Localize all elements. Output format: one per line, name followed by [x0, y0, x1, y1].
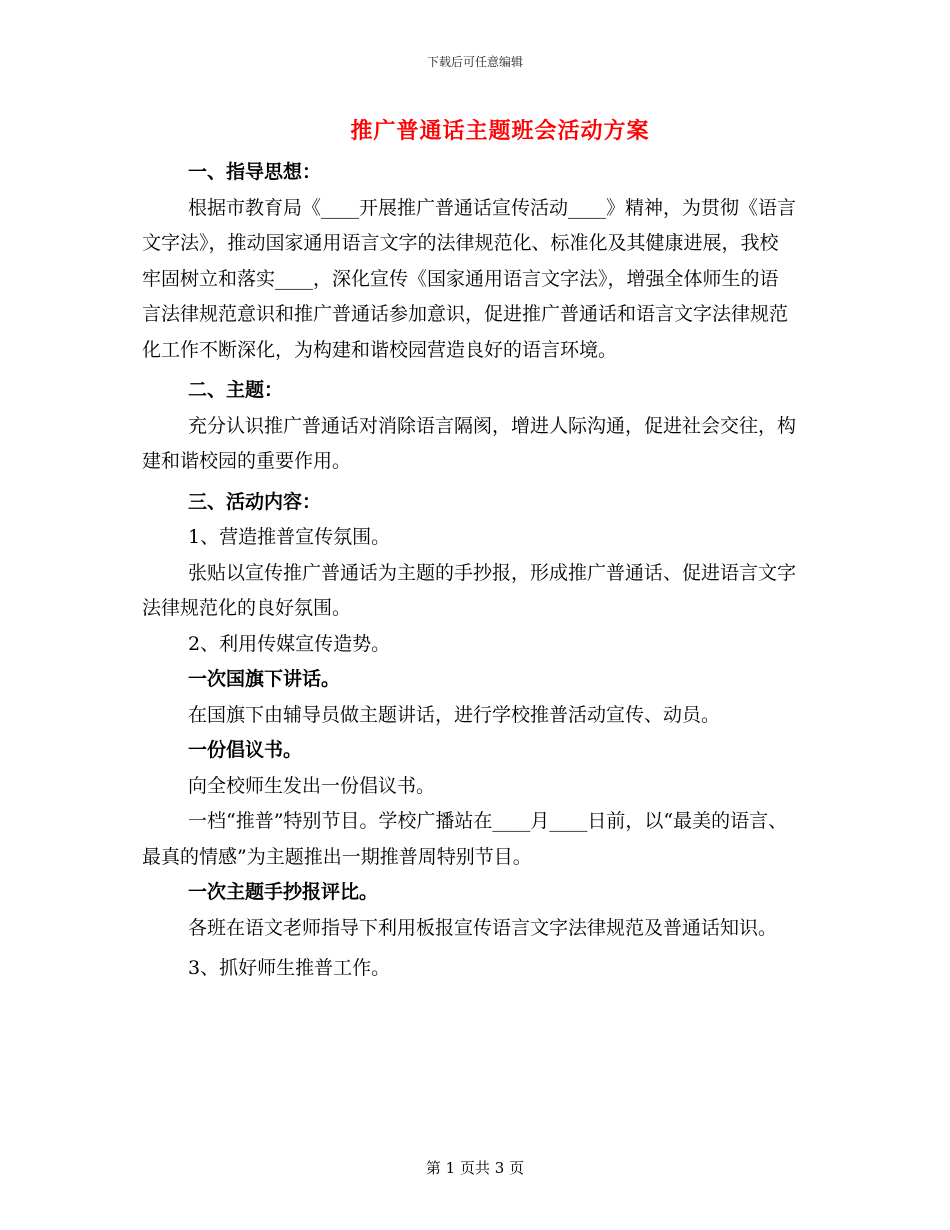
sub-heading-handwritten-newspaper: 一次主题手抄报评比。 [188, 881, 379, 903]
paragraph-theme: 充分认识推广普通话对消除语言隔阂，增进人际沟通，促进社会交往，构建和谐校园的重要作用。 [142, 414, 797, 472]
list-item-2: 2、利用传媒宣传造势。 [188, 632, 391, 655]
paragraph-proposal: 向全校师生发出一份倡议书。 [188, 774, 436, 797]
section-heading-activities: 三、活动内容： [188, 490, 322, 513]
list-item-1: 1、营造推普宣传氛围。 [188, 526, 391, 548]
document-title: 推广普通话主题班会活动方案 [350, 118, 650, 144]
section-heading-theme: 二、主题： [188, 379, 284, 401]
paragraph-item-1: 张贴以宣传推广普通话为主题的手抄报，形成推广普通话、促进语言文字法律规范化的良好氛围。 [142, 561, 797, 619]
list-item-3: 3、抓好师生推普工作。 [188, 957, 391, 979]
paragraph-flag-speech: 在国旗下由辅导员做主题讲话，进行学校推普活动宣传、动员。 [188, 703, 721, 726]
paragraph-handwritten-newspaper: 各班在语文老师指导下利用板报宣传语言文字法律规范及普通话知识。 [188, 916, 778, 939]
document-body [142, 155, 797, 987]
page-header: 下载后可任意编辑 [426, 55, 523, 69]
paragraph-guiding-thought: 根据市教育局《____开展推广普通话宣传活动____》精神，为贯彻《语言文字法》，推动国家通用语言文字的法律规范化、标准化及其健康进展，我校牢固树立和落实____，深化宣传《国家通用语言文字法》，增强全体师生的语言法律规范意识和推广普通话参加意识，促进推广普通话和语言文字法律规范化工作不断深化，为构建和谐校园营造良好的语言环境。 [142, 196, 797, 361]
sub-heading-proposal: 一份倡议书。 [188, 739, 303, 761]
paragraph-special-program: 一档“推普”特别节目。学校广播站在____月____日前，以“最美的语言、最真的情感”为主题推出一期推普周特别节目。 [142, 810, 788, 868]
sub-heading-flag-speech: 一次国旗下讲话。 [188, 668, 341, 690]
page-footer: 第 1 页共 3 页 [425, 1159, 525, 1177]
section-heading-guiding-thought: 一、指导思想： [188, 161, 322, 183]
